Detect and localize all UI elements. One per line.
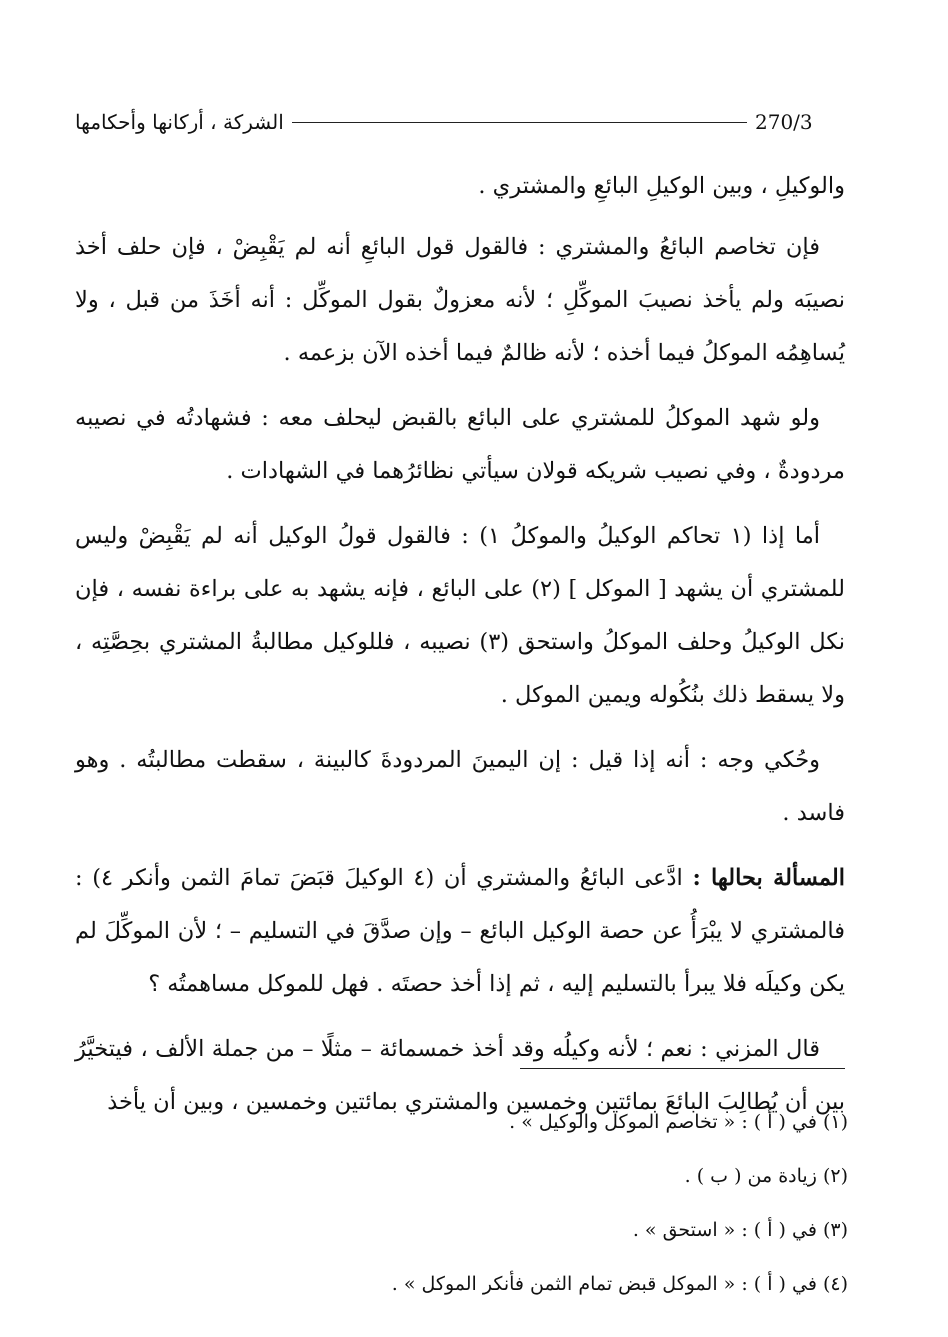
- running-header: [75, 104, 845, 140]
- chapter-title: الشركة ، أركانها وأحكامها: [75, 110, 284, 134]
- footnote: (٢) زيادة من ( ب ) .: [684, 1165, 848, 1187]
- footnote: (١) في ( أ ) : « تخاصم الموكل والوكيل » .: [509, 1111, 848, 1133]
- issue-label: المسألة بحالها :: [692, 865, 846, 891]
- paragraph: أما إذا (١ تحاكم الوكيلُ والموكلُ ١) : فالقول قولُ الوكيل أنه لم يَقْبِضْ وليس للمشتري أن يشهد [ الموكل ] (٢) على البائع ، فإنه يشهد به على براءة نفسه ، فإن نكل الوكيلُ وحلف الموكلُ واستحق (٣) نصيبه ، فللوكيل مطالبةُ المشتري بحِصَّتِه ، ولا يسقط ذلك بنُكُوله ويمين الموكل .: [75, 523, 846, 708]
- paragraph-text: ادَّعى البائعُ والمشتري أن (٤ الوكيلَ قبَضَ تمامَ الثمن وأنكر ٤) : فالمشتري لا يبْرَأُ عن حصة الوكيل البائع – وإن صدَّقَ في التسليم – ؛ لأن الموكِّلَ لم يكن وكيلَه فلا يبرأ بالتسليم إليه ، ثم إذا أخذ حصتَه . فهل للموكل مساهمتُه ؟: [75, 865, 845, 997]
- paragraph: فإن تخاصم البائعُ والمشتري : فالقول قول البائعِ أنه لم يَقْبِضْ ، فإن حلف أخذ نصيبَه ولم يأخذ نصيبَ الموكِّلِ ؛ لأنه معزولٌ بقول الموكِّل : أنه أخَذَ من قبل ، ولا يُساهِمُه الموكلُ فيما أخذه ؛ لأنه ظالمٌ فيما أخذه الآن بزعمه .: [75, 234, 845, 366]
- paragraph: ولو شهد الموكلُ للمشتري على البائع بالقبض ليحلف معه : فشهادتُه في نصيبه مردودةٌ ، وفي نصيب شريكه قولان سيأتي نظائرُهما في الشهادات .: [75, 405, 845, 484]
- header-rule: [292, 122, 747, 123]
- paragraph: قال المزني : نعم ؛ لأنه وكيلُه وقد أخذ خمسمائة – مثلًا – من جملة الألف ، فيتخيَّرُ بين أن يُطالِبَ البائعَ بمائتين وخمسين والمشتري بمائتين وخمسين ، وبين أن يأخذ: [75, 1036, 845, 1115]
- paragraph: [75, 852, 845, 1011]
- page-number: 270/3: [755, 110, 813, 134]
- main-text: [75, 160, 845, 1141]
- paragraph: والوكيلِ ، وبين الوكيلِ البائعِ والمشتري .: [478, 173, 845, 199]
- paragraph: وحُكي وجه : أنه إذا قيل : إن اليمينَ المردودةَ كالبينة ، سقطت مطالبتُه . وهو فاسد .: [75, 747, 845, 826]
- footnote: (٣) في ( أ ) : « استحق » .: [632, 1219, 848, 1241]
- footnotes: [75, 1095, 848, 1311]
- footnote-rule: [520, 1068, 845, 1069]
- footnote: (٤) في ( أ ) : « الموكل قبض تمام الثمن فأنكر الموكل » .: [391, 1273, 848, 1295]
